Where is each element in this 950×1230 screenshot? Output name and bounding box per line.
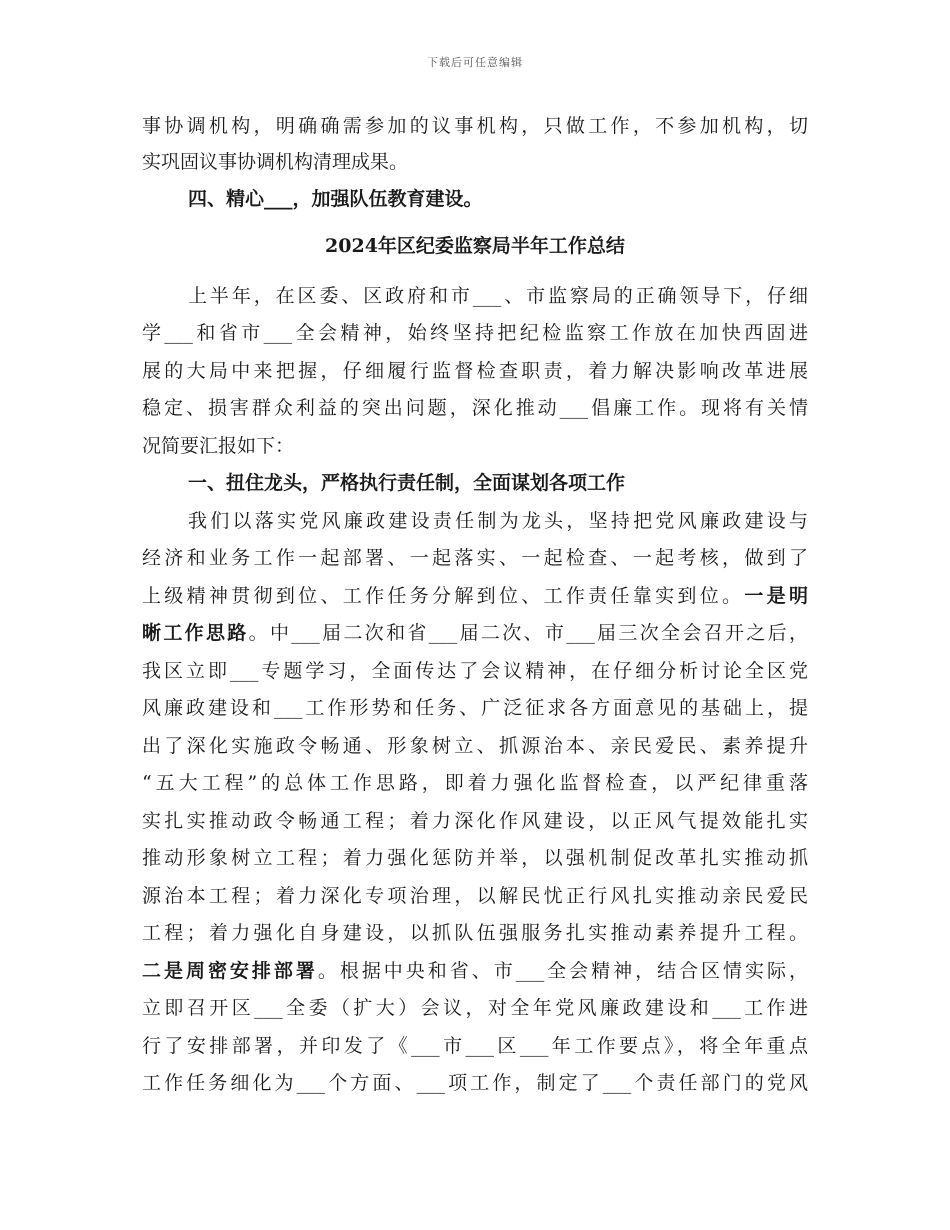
paragraph-line: 风廉政建设和___工作形势和任务、广泛征求各方面意见的基础上，提 [142, 697, 808, 719]
paragraph-line: 上半年，在区委、区政府和市___、市监察局的正确领导下，仔细 [188, 285, 808, 307]
paragraph-line [142, 957, 808, 985]
paragraph-line: 源治本工程；着力深化专项治理，以解民忧正行风扎实推动亲民爱民 [142, 885, 808, 907]
paragraph-line: 稳定、损害群众利益的突出问题，深化推动___倡廉工作。现将有关情 [142, 397, 808, 419]
page-header: 下载后可任意编辑 [427, 56, 523, 69]
paragraph-line: 实巩固议事协调机构清理成果。 [142, 151, 409, 173]
section-heading: 一、扭住龙头，严格执行责任制，全面谋划各项工作 [188, 472, 626, 494]
paragraph-line: 展的大局中来把握，仔细履行监督检查职责，着力解决影响改革进展 [142, 360, 808, 382]
paragraph-line: 立即召开区___全委（扩大）会议，对全年党风廉政建设和___工作进 [142, 997, 808, 1019]
text-run: 。中___届二次和省___届二次、市___届三次全会召开之后， [248, 622, 808, 644]
document-title: 2024年区纪委监察局半年工作总结 [325, 235, 625, 257]
paragraph-line: 推动形象树立工程；着力强化惩防并举，以强机制促改革扎实推动抓 [142, 847, 808, 869]
bold-lead: 二是周密安排部署 [142, 960, 318, 982]
paragraph-line: 经济和业务工作一起部署、一起落实、一起检查、一起考核，做到了 [142, 547, 808, 569]
paragraph-line: 我们以落实党风廉政建设责任制为龙头，坚持把党风廉政建设与 [188, 510, 808, 532]
paragraph-line: 实扎实推动政令畅通工程；着力深化作风建设，以正风气提效能扎实 [142, 810, 808, 832]
bold-lead: 一是明 [744, 585, 808, 607]
paragraph-line: 工程；着力强化自身建设，以抓队伍强服务扎实推动素养提升工程。 [142, 922, 808, 944]
paragraph-line: 我区立即___专题学习，全面传达了会议精神，在仔细分析讨论全区党 [142, 660, 808, 682]
paragraph-line [142, 582, 808, 610]
paragraph-line: 况简要汇报如下： [142, 435, 295, 457]
paragraph-line: 工作任务细化为___个方面、___项工作，制定了___个责任部门的党风 [142, 1072, 808, 1094]
paragraph-line: 事协调机构，明确确需参加的议事机构，只做工作，不参加机构，切 [142, 115, 808, 137]
text-run: 。根据中央和省、市___全会精神，结合区情实际， [317, 960, 808, 982]
bold-lead: 晰工作思路 [142, 622, 249, 644]
paragraph-line: 学___和省市___全会精神，始终坚持把纪检监察工作放在加快西固进 [142, 322, 808, 344]
paragraph-line: “五大工程”的总体工作思路，即着力强化监督检查，以严纪律重落 [142, 772, 808, 794]
paragraph-line: 行了安排部署，并印发了《___市___区___年工作要点》，将全年重点 [142, 1035, 808, 1057]
section-heading: 四、精心___，加强队伍教育建设。 [188, 188, 483, 210]
paragraph-line: 出了深化实施政令畅通、形象树立、抓源治本、亲民爱民、素养提升 [142, 735, 808, 757]
paragraph-line [142, 619, 808, 647]
text-run: 上级精神贯彻到位、工作任务分解到位、工作责任靠实到位。 [142, 585, 745, 607]
